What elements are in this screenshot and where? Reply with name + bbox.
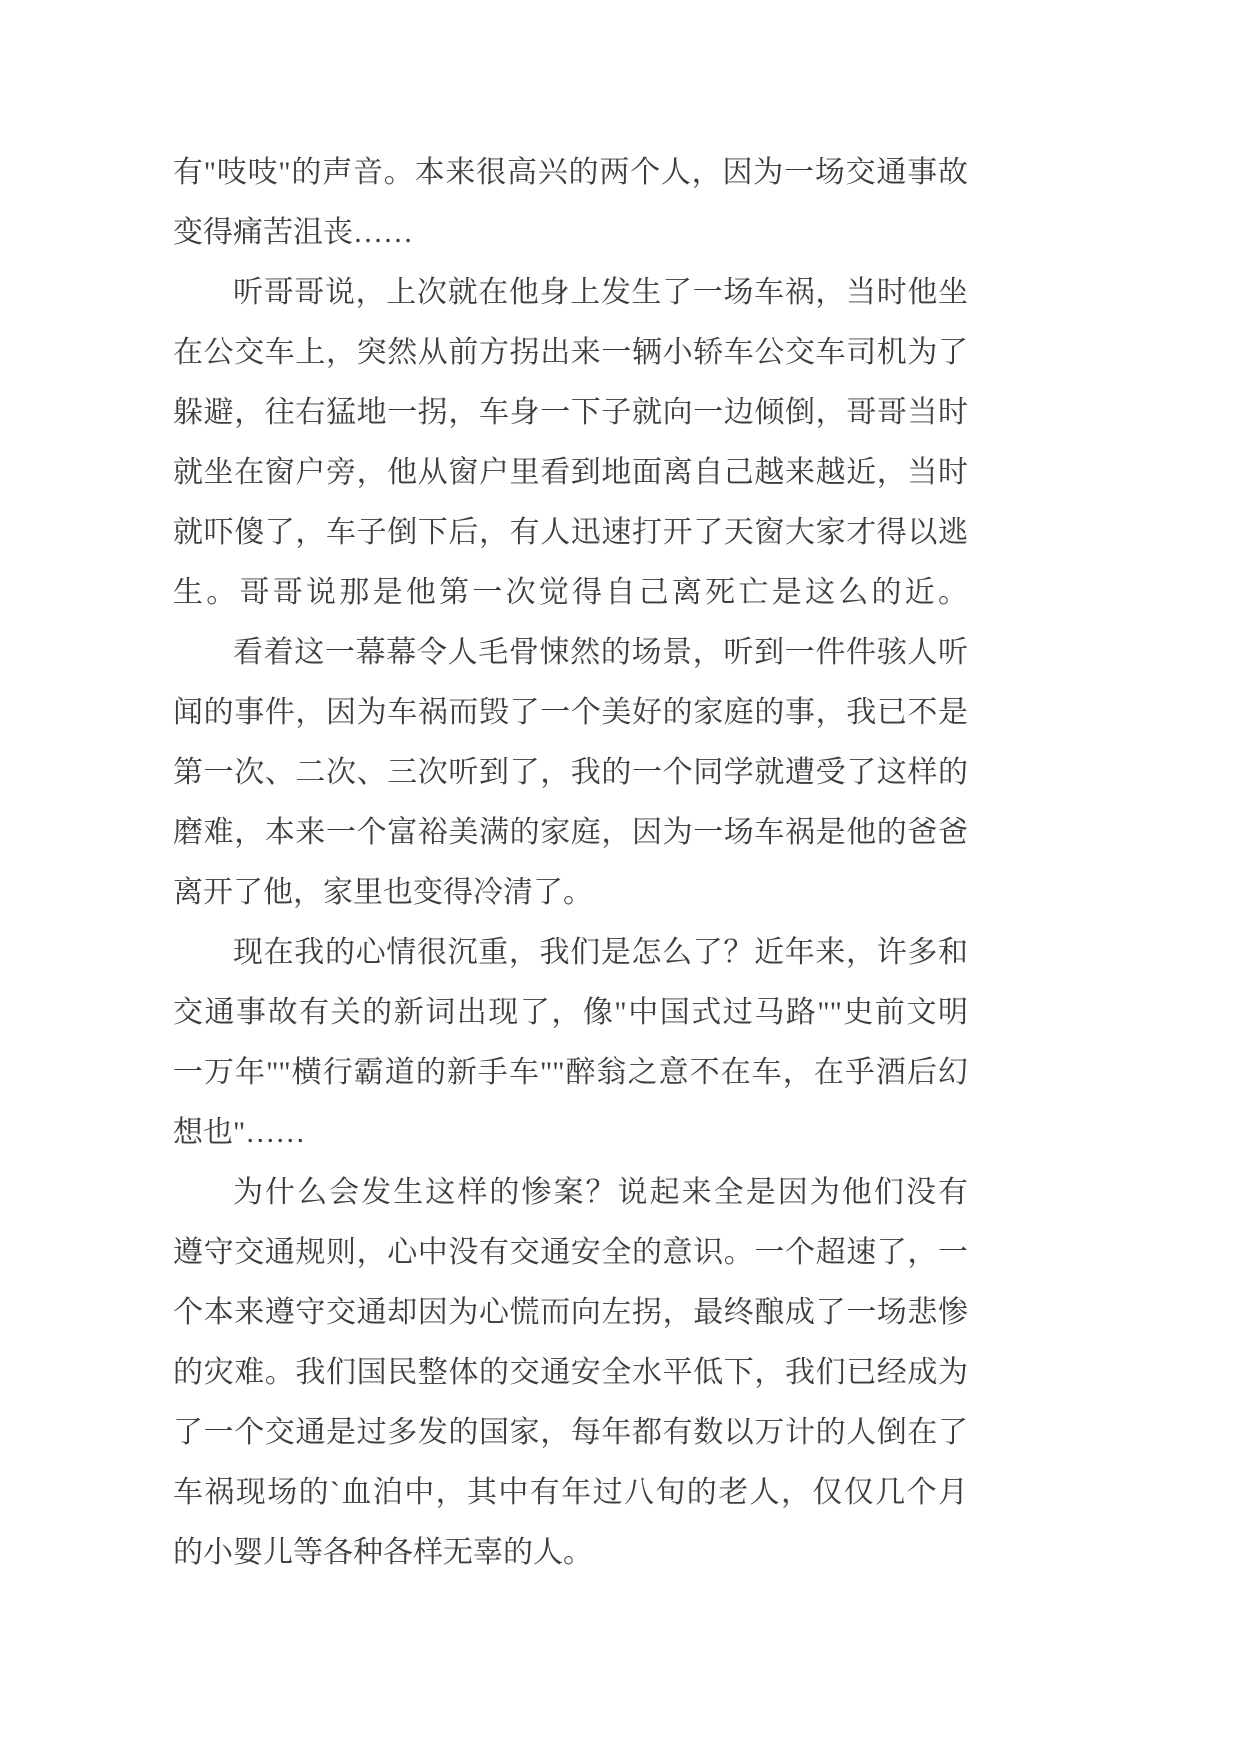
text-line: 第一次、二次、三次听到了，我的一个同学就遭受了这样的: [173, 756, 968, 789]
text-line: 磨难，本来一个富裕美满的家庭，因为一场车祸是他的爸爸: [173, 816, 968, 849]
text-line: 想也"……: [173, 1116, 306, 1149]
text-line: 变得痛苦沮丧……: [173, 216, 413, 249]
text-line: 就坐在窗户旁，他从窗户里看到地面离自己越来越近，当时: [173, 456, 968, 489]
text-line: 看着这一幕幕令人毛骨悚然的场景，听到一件件骇人听: [233, 636, 968, 669]
text-line: 躲避，往右猛地一拐，车身一下子就向一边倾倒，哥哥当时: [173, 396, 968, 429]
text-line: 的小婴儿等各种各样无辜的人。: [173, 1536, 593, 1569]
text-line: 遵守交通规则，心中没有交通安全的意识。一个超速了，一: [173, 1236, 968, 1269]
text-line: 就吓傻了，车子倒下后，有人迅速打开了天窗大家才得以逃: [173, 516, 968, 549]
text-line: 有"吱吱"的声音。本来很高兴的两个人，因为一场交通事故: [173, 156, 968, 189]
document-body: [173, 143, 968, 1583]
text-line: 离开了他，家里也变得冷清了。: [173, 876, 593, 909]
text-line: 个本来遵守交通却因为心慌而向左拐，最终酿成了一场悲惨: [173, 1296, 968, 1329]
text-line: 听哥哥说，上次就在他身上发生了一场车祸，当时他坐: [233, 276, 968, 309]
text-line: 在公交车上，突然从前方拐出来一辆小轿车公交车司机为了: [173, 336, 968, 369]
text-line: 车祸现场的`血泊中，其中有年过八旬的老人，仅仅几个月: [173, 1476, 968, 1509]
text-line: 了一个交通是过多发的国家，每年都有数以万计的人倒在了: [173, 1416, 968, 1449]
text-line: 一万年""横行霸道的新手车""醉翁之意不在车，在乎酒后幻: [173, 1056, 968, 1089]
text-line: 为什么会发生这样的惨案？说起来全是因为他们没有: [233, 1176, 968, 1209]
text-line: 的灾难。我们国民整体的交通安全水平低下，我们已经成为: [173, 1356, 968, 1389]
text-line: 闻的事件，因为车祸而毁了一个美好的家庭的事，我已不是: [173, 696, 968, 729]
text-line: 现在我的心情很沉重，我们是怎么了？近年来，许多和: [233, 936, 968, 969]
text-line: 交通事故有关的新词出现了，像"中国式过马路""史前文明: [173, 996, 968, 1029]
text-line: 生。哥哥说那是他第一次觉得自己离死亡是这么的近。: [173, 576, 968, 609]
